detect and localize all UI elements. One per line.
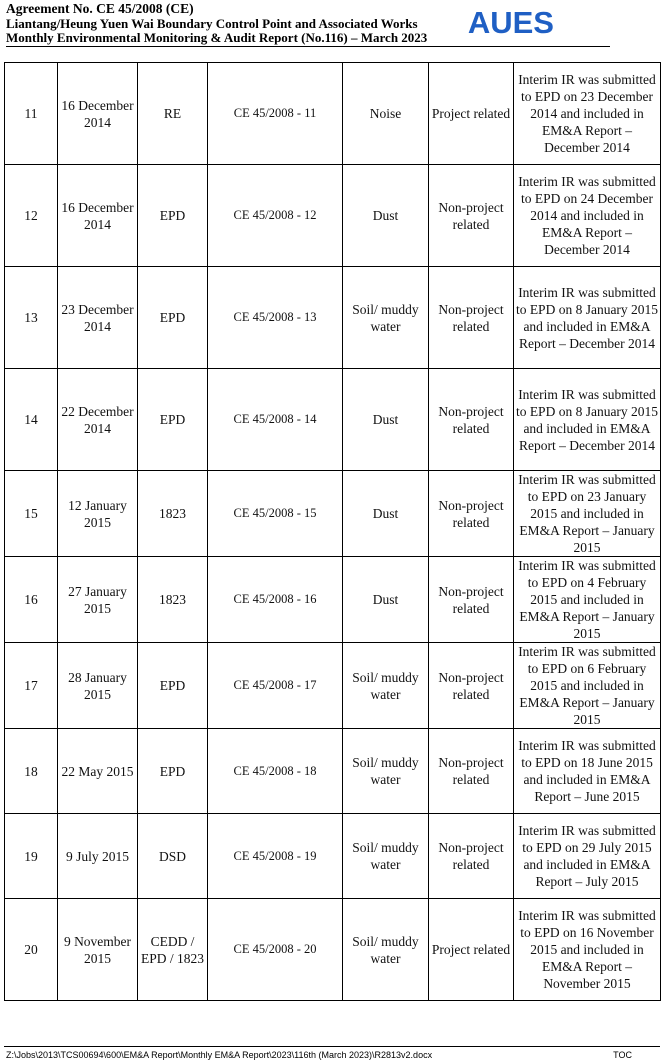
complaint-type: Soil/ muddy water [343, 729, 429, 814]
project-title: Liantang/Heung Yuen Wai Boundary Control Point and Associated Works [6, 15, 418, 31]
row-number: 11 [5, 63, 58, 165]
project-relation: Non-project related [429, 814, 514, 899]
complaint-source: EPD [138, 729, 208, 814]
complaint-date: 27 January 2015 [58, 557, 138, 643]
table-row [5, 63, 661, 165]
table-row [5, 369, 661, 471]
complaint-source: 1823 [138, 557, 208, 643]
report-title: Monthly Environmental Monitoring & Audit Report (No.116) – March 2023 [6, 30, 428, 45]
complaint-source: EPD [138, 369, 208, 471]
row-number: 15 [5, 471, 58, 557]
row-number: 17 [5, 643, 58, 729]
complaint-date: 22 December 2014 [58, 369, 138, 471]
complaint-reference: CE 45/2008 - 18 [208, 729, 343, 814]
complaint-type: Dust [343, 369, 429, 471]
complaint-reference: CE 45/2008 - 16 [208, 557, 343, 643]
complaint-reference: CE 45/2008 - 13 [208, 267, 343, 369]
agreement-number: Agreement No. CE 45/2008 (CE) [6, 1, 194, 16]
project-relation: Non-project related [429, 165, 514, 267]
complaint-reference: CE 45/2008 - 20 [208, 899, 343, 1001]
investigation-status: Interim IR was submitted to EPD on 16 November 2015 and included in EM&A Report – November 2015 [514, 899, 661, 1001]
complaint-date: 12 January 2015 [58, 471, 138, 557]
investigation-status: Interim IR was submitted to EPD on 8 January 2015 and included in EM&A Report – December 2014 [514, 267, 661, 369]
document-path: Z:\Jobs\2013\TCS00694\600\EM&A Report\Monthly EM&A Report\2023\116th (March 2023)\R2813v2.docx [6, 1050, 433, 1060]
investigation-status: Interim IR was submitted to EPD on 23 December 2014 and included in EM&A Report – December 2014 [514, 63, 661, 165]
page-header [6, 2, 610, 46]
row-number: 16 [5, 557, 58, 643]
header-divider [6, 46, 610, 47]
complaint-source: EPD [138, 165, 208, 267]
complaint-source: CEDD / EPD / 1823 [138, 899, 208, 1001]
row-number: 19 [5, 814, 58, 899]
investigation-status: Interim IR was submitted to EPD on 6 February 2015 and included in EM&A Report – January 2015 [514, 643, 661, 729]
complaint-reference: CE 45/2008 - 14 [208, 369, 343, 471]
complaint-date: 23 December 2014 [58, 267, 138, 369]
complaint-reference: CE 45/2008 - 12 [208, 165, 343, 267]
complaint-date: 16 December 2014 [58, 165, 138, 267]
complaint-reference: CE 45/2008 - 19 [208, 814, 343, 899]
investigation-status: Interim IR was submitted to EPD on 24 December 2014 and included in EM&A Report – December 2014 [514, 165, 661, 267]
complaint-date: 28 January 2015 [58, 643, 138, 729]
complaint-date: 22 May 2015 [58, 729, 138, 814]
complaint-date: 9 November 2015 [58, 899, 138, 1001]
footer-divider [4, 1046, 660, 1047]
project-relation: Non-project related [429, 643, 514, 729]
toc-link[interactable]: TOC [613, 1050, 632, 1060]
table-row [5, 814, 661, 899]
complaint-type: Soil/ muddy water [343, 814, 429, 899]
complaint-reference: CE 45/2008 - 17 [208, 643, 343, 729]
table-row [5, 729, 661, 814]
complaint-source: EPD [138, 267, 208, 369]
complaint-type: Soil/ muddy water [343, 643, 429, 729]
complaint-type: Dust [343, 557, 429, 643]
complaint-date: 9 July 2015 [58, 814, 138, 899]
project-relation: Non-project related [429, 267, 514, 369]
complaint-date: 16 December 2014 [58, 63, 138, 165]
project-relation: Non-project related [429, 557, 514, 643]
project-relation: Project related [429, 899, 514, 1001]
project-relation: Non-project related [429, 369, 514, 471]
table-row [5, 267, 661, 369]
row-number: 13 [5, 267, 58, 369]
complaint-type: Soil/ muddy water [343, 267, 429, 369]
investigation-status: Interim IR was submitted to EPD on 8 January 2015 and included in EM&A Report – December 2014 [514, 369, 661, 471]
complaint-type: Dust [343, 471, 429, 557]
complaint-type: Noise [343, 63, 429, 165]
row-number: 14 [5, 369, 58, 471]
table-row [5, 557, 661, 643]
project-relation: Non-project related [429, 471, 514, 557]
table-row [5, 165, 661, 267]
complaint-reference: CE 45/2008 - 15 [208, 471, 343, 557]
complaint-records-table [4, 62, 661, 1001]
row-number: 18 [5, 729, 58, 814]
table-row [5, 899, 661, 1001]
complaint-source: EPD [138, 643, 208, 729]
aues-logo: AUES [467, 5, 554, 40]
complaint-source: RE [138, 63, 208, 165]
complaint-type: Dust [343, 165, 429, 267]
investigation-status: Interim IR was submitted to EPD on 23 January 2015 and included in EM&A Report – January 2015 [514, 471, 661, 557]
row-number: 12 [5, 165, 58, 267]
complaint-source: 1823 [138, 471, 208, 557]
investigation-status: Interim IR was submitted to EPD on 18 June 2015 and included in EM&A Report – June 2015 [514, 729, 661, 814]
complaint-type: Soil/ muddy water [343, 899, 429, 1001]
investigation-status: Interim IR was submitted to EPD on 29 July 2015 and included in EM&A Report – July 2015 [514, 814, 661, 899]
complaint-reference: CE 45/2008 - 11 [208, 63, 343, 165]
table-row [5, 643, 661, 729]
project-relation: Non-project related [429, 729, 514, 814]
row-number: 20 [5, 899, 58, 1001]
project-relation: Project related [429, 63, 514, 165]
investigation-status: Interim IR was submitted to EPD on 4 February 2015 and included in EM&A Report – January 2015 [514, 557, 661, 643]
complaint-source: DSD [138, 814, 208, 899]
table-row [5, 471, 661, 557]
